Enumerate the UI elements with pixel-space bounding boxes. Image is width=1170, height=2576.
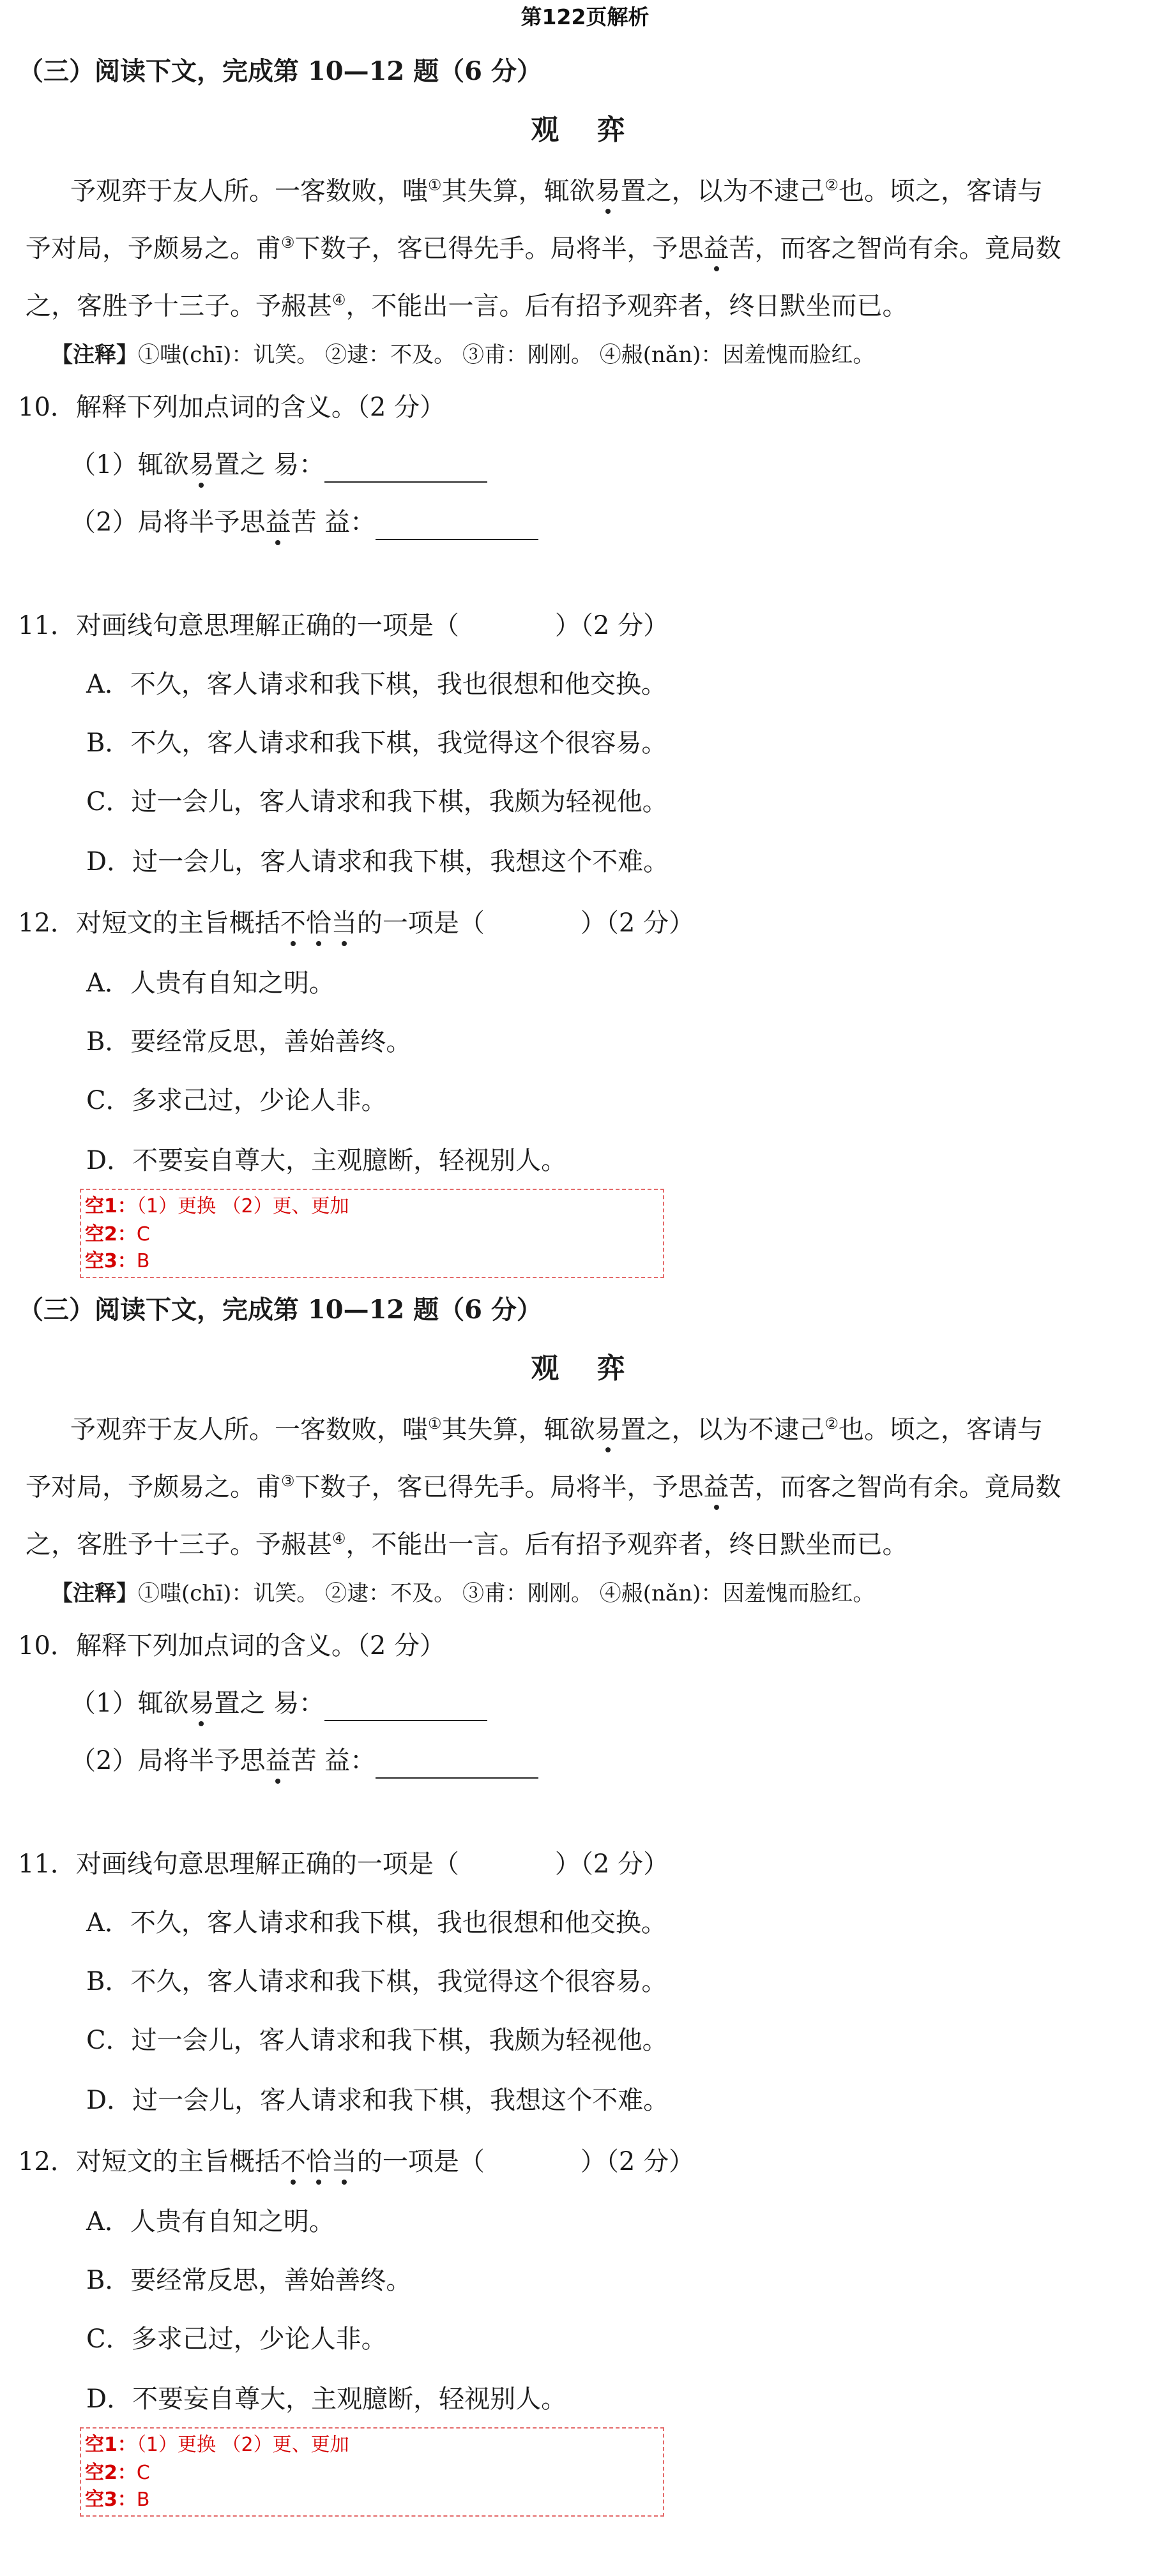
passage-text: 予对局，予颇易之。甫 bbox=[26, 234, 281, 264]
note-mark: ④ bbox=[332, 291, 346, 309]
item-text: （2）局将半予思 bbox=[70, 1746, 266, 1775]
answer-value: （1）更换 （2）更、更加 bbox=[136, 2434, 349, 2456]
option-d: D．过一会儿，客人请求和我下棋，我想这个不难。 bbox=[86, 847, 669, 877]
option-c: C．多求己过，少论人非。 bbox=[86, 1086, 387, 1115]
option-d: D．过一会儿，客人请求和我下棋，我想这个不难。 bbox=[86, 2086, 669, 2115]
option-a: A．不久，客人请求和我下棋，我也很想和他交换。 bbox=[86, 1908, 667, 1938]
option-c: C．过一会儿，客人请求和我下棋，我颇为轻视他。 bbox=[86, 2026, 668, 2055]
passage-title: 观 弈 bbox=[531, 114, 639, 146]
note-mark: ④ bbox=[332, 1530, 346, 1548]
dotted-word: 益 bbox=[265, 504, 291, 540]
item-text: （2）局将半予思 bbox=[70, 508, 266, 537]
notes-text: ①嗤(chī)：讥笑。 ②逮：不及。 ③甫：刚刚。 ④赧(nǎn)：因羞愧而脸红。 bbox=[138, 1581, 875, 1606]
passage-text: 也。顷之，客请与 bbox=[839, 1415, 1044, 1445]
answer-blank[interactable] bbox=[324, 453, 487, 483]
answer-value: C bbox=[136, 2462, 150, 2484]
note-mark: ① bbox=[428, 1415, 442, 1433]
passage-title: 观 弈 bbox=[531, 1352, 639, 1385]
stem-text: ）（2 分） bbox=[580, 2147, 695, 2176]
item-text: 苦 益： bbox=[291, 1746, 376, 1775]
dotted-word: 益 bbox=[704, 1469, 729, 1505]
passage-line bbox=[70, 1406, 1152, 1447]
answer-value: （1）更换 （2）更、更加 bbox=[136, 1195, 349, 1217]
page-header: 第122页解析 bbox=[520, 4, 650, 29]
passage-text: 予观弈于友人所。一客数败，嗤 bbox=[70, 1415, 428, 1445]
passage-text: 其失算，辄欲 bbox=[441, 176, 595, 206]
passage-text: 之，客胜予十三子。予赧甚 bbox=[26, 1530, 332, 1560]
dotted-word: 当 bbox=[331, 905, 357, 941]
footnotes bbox=[51, 1576, 874, 1611]
stem-text: ）（2 分） bbox=[554, 611, 669, 640]
passage-text: 下数子，客已得先手。局将半，予思 bbox=[294, 234, 704, 264]
dotted-word: 易 bbox=[188, 1685, 214, 1721]
option-b: B．不久，客人请求和我下棋，我觉得这个很容易。 bbox=[86, 728, 667, 758]
note-mark: ③ bbox=[281, 234, 295, 252]
question-10-item-1 bbox=[70, 447, 487, 483]
option-d: D．不要妄自尊大，主观臆断，轻视别人。 bbox=[86, 1146, 567, 1175]
option-b: B．不久，客人请求和我下棋，我觉得这个很容易。 bbox=[86, 1967, 667, 1996]
passage-text: ，不能出一言。后有招予观弈者，终日默坐而已。 bbox=[346, 291, 908, 321]
answer-blank[interactable] bbox=[376, 1749, 538, 1779]
passage-line bbox=[70, 167, 1152, 209]
dotted-word: 恰 bbox=[306, 905, 331, 941]
answer-row bbox=[85, 1193, 349, 1221]
option-d: D．不要妄自尊大，主观臆断，轻视别人。 bbox=[86, 2384, 567, 2414]
answer-key: 空3： bbox=[85, 1250, 137, 1272]
note-mark: ② bbox=[824, 1415, 839, 1433]
stem-text: ）（2 分） bbox=[554, 1849, 669, 1879]
dotted-word: 不 bbox=[280, 905, 306, 941]
answer-key: 空3： bbox=[85, 2489, 137, 2511]
question-10-item-2 bbox=[70, 504, 538, 540]
option-a: A．人贵有自知之明。 bbox=[86, 2207, 335, 2236]
stem-text: 的一项是（ bbox=[356, 908, 485, 938]
section-heading: （三）阅读下文，完成第 10—12 题（6 分） bbox=[18, 56, 542, 86]
passage-text: 予观弈于友人所。一客数败，嗤 bbox=[70, 176, 428, 206]
notes-tag: 【注释】 bbox=[51, 342, 138, 368]
item-text: 置之 易： bbox=[214, 450, 325, 479]
section-heading: （三）阅读下文，完成第 10—12 题（6 分） bbox=[18, 1295, 542, 1325]
item-text: 苦 益： bbox=[291, 508, 376, 537]
answer-key: 空1： bbox=[85, 1195, 137, 1217]
dotted-word: 易 bbox=[188, 447, 214, 483]
footnotes bbox=[51, 337, 874, 373]
dotted-word: 恰 bbox=[306, 2144, 331, 2180]
stem-text: 12．对短文的主旨概括 bbox=[18, 908, 280, 938]
item-text: （1）辄欲 bbox=[70, 1689, 189, 1718]
dotted-word: 不 bbox=[280, 2144, 306, 2180]
option-b: B．要经常反思，善始善终。 bbox=[86, 2266, 412, 2295]
option-c: C．多求己过，少论人非。 bbox=[86, 2324, 387, 2354]
answer-box bbox=[80, 2427, 664, 2517]
question-10-stem: 10．解释下列加点词的含义。（2 分） bbox=[18, 393, 446, 422]
passage-text: ，不能出一言。后有招予观弈者，终日默坐而已。 bbox=[346, 1530, 908, 1560]
note-mark: ① bbox=[428, 176, 442, 194]
option-b: B．要经常反思，善始善终。 bbox=[86, 1027, 412, 1057]
passage-line bbox=[26, 225, 1152, 266]
passage-text: 之，客胜予十三子。予赧甚 bbox=[26, 291, 332, 321]
note-mark: ③ bbox=[281, 1472, 295, 1490]
answer-key: 空1： bbox=[85, 2434, 137, 2456]
option-a: A．不久，客人请求和我下棋，我也很想和他交换。 bbox=[86, 670, 667, 699]
dotted-word: 当 bbox=[331, 2144, 357, 2180]
dotted-word: 益 bbox=[265, 1743, 291, 1779]
stem-text: ）（2 分） bbox=[580, 908, 695, 938]
passage-text: 置之，以为不逮己 bbox=[620, 1415, 825, 1445]
passage-text: 也。顷之，客请与 bbox=[839, 176, 1044, 206]
stem-text: 的一项是（ bbox=[356, 2147, 485, 2176]
option-c: C．过一会儿，客人请求和我下棋，我颇为轻视他。 bbox=[86, 787, 668, 817]
passage-text: 其失算，辄欲 bbox=[441, 1415, 595, 1445]
answer-value: C bbox=[136, 1223, 150, 1246]
question-12-stem bbox=[18, 2144, 694, 2180]
answer-row bbox=[85, 2431, 349, 2459]
passage-line bbox=[26, 1463, 1152, 1505]
stem-text: 12．对短文的主旨概括 bbox=[18, 2147, 280, 2176]
notes-text: ①嗤(chī)：讥笑。 ②逮：不及。 ③甫：刚刚。 ④赧(nǎn)：因羞愧而脸红。 bbox=[138, 342, 875, 368]
answer-value: B bbox=[136, 2489, 150, 2511]
stem-text: 11．对画线句意思理解正确的一项是（ bbox=[18, 611, 459, 640]
dotted-word: 益 bbox=[704, 230, 729, 266]
item-text: （1）辄欲 bbox=[70, 450, 189, 479]
question-block bbox=[0, 0, 1170, 1272]
answer-row bbox=[85, 2459, 150, 2487]
question-block bbox=[0, 1239, 1170, 2511]
question-10-stem: 10．解释下列加点词的含义。（2 分） bbox=[18, 1631, 446, 1661]
question-11-stem bbox=[18, 608, 669, 644]
notes-tag: 【注释】 bbox=[51, 1581, 138, 1606]
passage-line bbox=[26, 1521, 1152, 1562]
answer-key: 空2： bbox=[85, 2462, 137, 2484]
passage-text: 苦，而客之智尚有余。竟局数 bbox=[729, 1472, 1061, 1502]
question-12-stem bbox=[18, 905, 694, 941]
question-10-item-2 bbox=[70, 1743, 538, 1779]
question-11-stem bbox=[18, 1846, 669, 1882]
passage-text: 苦，而客之智尚有余。竟局数 bbox=[729, 234, 1061, 264]
stem-text: 11．对画线句意思理解正确的一项是（ bbox=[18, 1849, 459, 1879]
passage-text: 置之，以为不逮己 bbox=[620, 176, 825, 206]
passage-text: 予对局，予颇易之。甫 bbox=[26, 1472, 281, 1502]
item-text: 置之 易： bbox=[214, 1689, 325, 1718]
dotted-word: 易 bbox=[595, 1412, 621, 1447]
answer-blank[interactable] bbox=[376, 511, 538, 540]
passage-line bbox=[26, 282, 1152, 324]
answer-value: B bbox=[136, 1250, 150, 1272]
option-a: A．人贵有自知之明。 bbox=[86, 968, 335, 998]
answer-key: 空2： bbox=[85, 1223, 137, 1246]
answer-blank[interactable] bbox=[324, 1692, 487, 1721]
question-10-item-1 bbox=[70, 1685, 487, 1721]
answer-row bbox=[85, 2486, 149, 2514]
dotted-word: 易 bbox=[595, 173, 621, 209]
note-mark: ② bbox=[824, 176, 839, 194]
passage-text: 下数子，客已得先手。局将半，予思 bbox=[294, 1472, 704, 1502]
